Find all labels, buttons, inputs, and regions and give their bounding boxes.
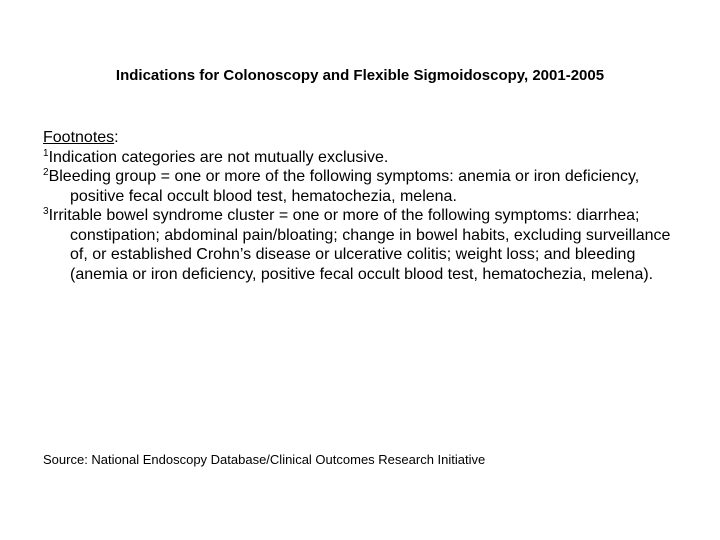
footnotes-heading-label: Footnotes — [43, 129, 115, 146]
footnote-text: Indication categories are not mutually exclusive. — [48, 148, 389, 166]
footnote-item-1 — [43, 148, 673, 168]
footnotes-heading-colon: : — [114, 129, 119, 146]
footnote-text: Bleeding group = one or more of the following symptoms: anemia or iron deficiency, positive fecal occult blood test, hematochezia, melena. — [48, 168, 640, 205]
source-citation: Source: National Endoscopy Database/Clinical Outcomes Research Initiative — [43, 452, 486, 467]
footnote-marker: 1 — [43, 147, 49, 159]
footnotes-heading — [43, 128, 673, 148]
footnotes-block — [43, 128, 673, 284]
footnote-item-3 — [43, 206, 673, 284]
footnote-text: Irritable bowel syndrome cluster = one or more of the following symptoms: diarrhea; constipation; abdominal pain/bloating; change in bowel habits, excluding surveillance of, or established Crohn’s disease or ulcerative colitis; weight loss; and bleeding (anemia or iron deficiency, positive fecal occult blood test, hematochezia, melena). — [48, 207, 671, 283]
footnote-marker: 3 — [43, 206, 49, 217]
slide-title: Indications for Colonoscopy and Flexible Sigmoidoscopy, 2001-2005 — [115, 67, 605, 84]
footnote-marker: 2 — [43, 167, 49, 178]
footnote-item-2 — [43, 167, 673, 206]
